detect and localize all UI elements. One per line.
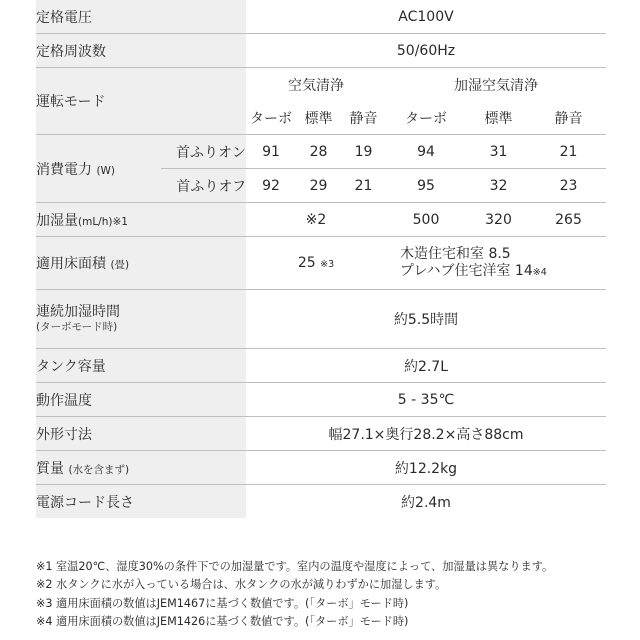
- mode-sub-quiet: 静音: [349, 110, 378, 127]
- power-cell: 91: [246, 135, 296, 169]
- humidify-label-text: 加湿量: [36, 212, 78, 229]
- row-frequency: [36, 34, 606, 68]
- footnote-3: ※3 適用床面積の数値はJEM1467に基づく数値です。(「ターボ」モード時): [36, 596, 409, 610]
- power-cell: 29: [296, 169, 341, 203]
- continuous-label-text: 連続加湿時間: [36, 304, 120, 320]
- weight-unit: (水を含まず): [68, 463, 130, 476]
- floor-value: [246, 237, 386, 290]
- humidify-unit: (mL/h)※1: [78, 215, 128, 228]
- row-tank: [36, 349, 606, 383]
- floor-prefab: [400, 263, 606, 281]
- mode-label: 運転モード: [36, 68, 246, 135]
- continuous-label: [36, 290, 246, 349]
- prefab-label: プレハブ住宅洋室: [400, 262, 511, 279]
- power-label-text: 消費電力: [36, 161, 92, 178]
- temp-label: 動作温度: [36, 383, 246, 417]
- row-humidify: [36, 203, 606, 237]
- footnote-1: ※1 室温20℃、湿度30%の条件下での加湿量です。室内の温度や湿度によって、加湿量は異なります。: [36, 560, 554, 573]
- floor-value-text: 25: [297, 255, 316, 271]
- continuous-sub: (ターボモード時): [36, 321, 118, 333]
- voltage-label: 定格電圧: [36, 0, 246, 34]
- floor-label: [36, 237, 246, 290]
- humidify-cell: 500: [386, 203, 466, 237]
- cord-label: 電源コード長さ: [36, 485, 246, 519]
- power-cell: 21: [531, 135, 606, 169]
- floor-wood: [400, 246, 606, 263]
- mode-group-air: 空気清浄: [246, 68, 386, 102]
- row-mode-groups: [36, 68, 606, 102]
- frequency-value: 50/60Hz: [246, 34, 606, 68]
- power-cell: 21: [341, 169, 386, 203]
- floor-detail: [386, 237, 606, 290]
- mode-sub-standard: 標準: [304, 110, 333, 127]
- voltage-value: AC100V: [398, 8, 454, 25]
- row-size: [36, 417, 606, 451]
- wood-label: 木造住宅和室: [400, 245, 484, 262]
- power-cell: 32: [466, 169, 531, 203]
- tank-value: 約2.7L: [246, 349, 606, 383]
- footnotes: [36, 558, 636, 631]
- row-weight: [36, 451, 606, 485]
- weight-value: 約12.2kg: [246, 451, 606, 485]
- power-cell: 94: [386, 135, 466, 169]
- power-unit: (W): [96, 164, 116, 177]
- power-cell: 28: [296, 135, 341, 169]
- row-voltage: [36, 0, 606, 34]
- mode-sub-turbo: ターボ: [250, 110, 292, 127]
- continuous-value: 約5.5時間: [246, 290, 606, 349]
- swing-off-label: 首ふりオフ: [161, 169, 246, 203]
- floor-unit: (畳): [110, 259, 130, 271]
- weight-label: [36, 451, 246, 485]
- size-label: 外形寸法: [36, 417, 246, 451]
- frequency-label: 定格周波数: [36, 34, 246, 68]
- power-cell: 19: [341, 135, 386, 169]
- spec-table: [36, 0, 606, 518]
- cord-value: 約2.4m: [246, 485, 606, 519]
- row-temp: [36, 383, 606, 417]
- mode-group-humid: 加湿空気清浄: [386, 68, 606, 102]
- prefab-note: ※4: [532, 266, 547, 278]
- row-continuous: [36, 290, 606, 349]
- temp-value: 5 - 35℃: [246, 383, 606, 417]
- humidify-note: ※2: [246, 203, 386, 237]
- mode-sub-standard: 標準: [484, 110, 513, 127]
- humidify-cell: 320: [466, 203, 531, 237]
- swing-on-label: 首ふりオン: [161, 135, 246, 169]
- row-floor: [36, 237, 606, 290]
- tank-label: タンク容量: [36, 349, 246, 383]
- footnote-4: ※4 適用床面積の数値はJEM1426に基づく数値です。(「ターボ」モード時): [36, 614, 409, 628]
- humidify-cell: 265: [531, 203, 606, 237]
- power-cell: 23: [531, 169, 606, 203]
- power-cell: 92: [246, 169, 296, 203]
- power-label: [36, 135, 161, 203]
- size-value: 幅27.1×奥行28.2×高さ88cm: [246, 417, 606, 451]
- wood-value: 8.5: [488, 245, 511, 262]
- power-cell: 95: [386, 169, 466, 203]
- floor-label-text: 適用床面積: [36, 256, 106, 272]
- footnote-2: ※2 水タンクに水が入っている場合は、水タンクの水が減りわずかに加湿します。: [36, 578, 447, 592]
- row-cord: [36, 485, 606, 519]
- floor-value-note: ※3: [320, 259, 335, 270]
- spec-sheet: [36, 0, 606, 556]
- weight-label-text: 質量: [36, 460, 64, 477]
- power-cell: 31: [466, 135, 531, 169]
- row-power-on: [36, 135, 606, 169]
- mode-sub-turbo: ターボ: [405, 110, 447, 127]
- humidify-label: [36, 203, 246, 237]
- mode-sub-quiet: 静音: [554, 110, 583, 127]
- prefab-value: 14: [514, 262, 533, 279]
